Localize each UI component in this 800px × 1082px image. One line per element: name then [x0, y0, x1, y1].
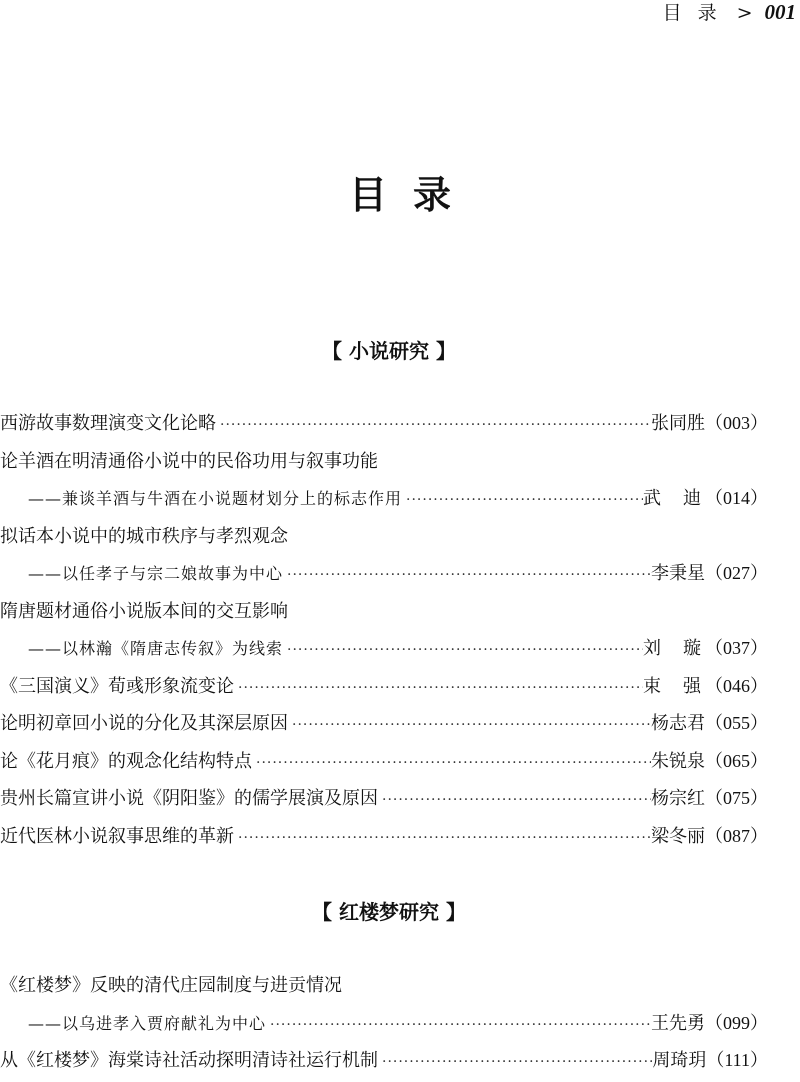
- entry-title: 《三国演义》荀彧形象流变论: [0, 675, 234, 697]
- entry-title: 《红楼梦》反映的清代庄园制度与进贡情况: [0, 975, 342, 996]
- toc-entry[interactable]: [0, 593, 768, 668]
- toc-entry-line: [0, 705, 768, 743]
- entry-subtitle: ——以任孝子与宗二娘故事为中心: [28, 564, 284, 583]
- entry-title: 从《红楼梦》海棠诗社活动探明清诗社运行机制: [0, 1050, 378, 1071]
- entry-author: 梁冬丽: [651, 825, 705, 847]
- entry-author: 杨志君: [651, 713, 705, 734]
- section-heading-honglou-studies: 【 红楼梦研究 】: [312, 900, 466, 924]
- entry-author: 张同胜: [651, 413, 705, 434]
- leader-dots: [283, 632, 643, 670]
- toc-entry-subline: [0, 480, 768, 518]
- entry-page: （087）: [705, 825, 768, 846]
- toc-entry-line: [0, 443, 768, 481]
- toc-entry[interactable]: [0, 443, 768, 518]
- entry-title: 西游故事数理演变文化论略: [0, 413, 216, 434]
- entry-page: （046）: [705, 675, 768, 696]
- entry-page: （075）: [705, 788, 768, 808]
- toc-entry[interactable]: [0, 668, 768, 706]
- toc-entry[interactable]: [0, 743, 768, 781]
- toc-entry-line: [0, 518, 768, 556]
- entry-page: （027）: [705, 563, 768, 583]
- entry-author: 杨宗红: [651, 788, 705, 809]
- entry-page: （014）: [705, 488, 768, 508]
- entry-title: 近代医林小说叙事思维的革新: [0, 825, 234, 847]
- entry-subtitle: ——以林瀚《隋唐志传叙》为线索: [28, 639, 284, 658]
- toc-entry-line: [0, 1042, 768, 1080]
- entry-author: 王先勇: [651, 1012, 705, 1034]
- entry-title: 贵州长篇宣讲小说《阴阳鉴》的儒学展演及原因: [0, 788, 378, 809]
- leader-dots: [288, 707, 651, 745]
- entry-page: （055）: [705, 713, 768, 733]
- entry-page: （003）: [705, 413, 768, 433]
- entry-author: 束强: [643, 675, 723, 697]
- leader-dots: [234, 670, 643, 708]
- entry-page: （065）: [705, 750, 768, 771]
- entry-page: （037）: [705, 638, 768, 658]
- leader-dots: [216, 407, 651, 445]
- toc-entry-line: [0, 668, 768, 706]
- leader-dots: [234, 820, 651, 858]
- leader-dots: [283, 557, 651, 595]
- entry-title: 拟话本小说中的城市秩序与孝烈观念: [0, 525, 288, 547]
- running-head-title: 目录: [662, 2, 733, 24]
- entry-subtitle: ——兼谈羊酒与牛酒在小说题材划分上的标志作用: [28, 489, 403, 508]
- entry-title: 隋唐题材通俗小说版本间的交互影响: [0, 600, 288, 622]
- toc-entry[interactable]: [0, 1042, 768, 1080]
- section-heading-novel-studies: 【 小说研究 】: [322, 339, 456, 363]
- toc-entry[interactable]: [0, 705, 768, 743]
- entry-title: 论明初章回小说的分化及其深层原因: [0, 713, 288, 734]
- entry-title: 论《花月痕》的观念化结构特点: [0, 750, 252, 772]
- entry-title: 论羊酒在明清通俗小说中的民俗功用与叙事功能: [0, 450, 378, 472]
- toc-entry-line: [0, 780, 768, 818]
- running-head-page-number: 001: [764, 0, 796, 24]
- running-head: [663, 0, 796, 28]
- entry-author: 李秉星: [651, 563, 705, 584]
- toc-entry-subline: [0, 555, 768, 593]
- toc-entry[interactable]: [0, 405, 768, 443]
- toc-entry-line: [0, 405, 768, 443]
- toc-entry[interactable]: [0, 967, 768, 1042]
- leader-dots: [252, 745, 651, 783]
- toc-entry[interactable]: [0, 780, 768, 818]
- entry-page: （099）: [705, 1012, 768, 1033]
- entry-author: 武迪: [643, 488, 723, 509]
- toc-entry-subline: [0, 1005, 768, 1043]
- page-title: 目录: [348, 173, 477, 217]
- running-head-separator: >: [736, 2, 753, 24]
- toc-entry[interactable]: [0, 518, 768, 593]
- entry-author: 朱锐泉: [651, 750, 705, 772]
- toc-entry-line: [0, 967, 768, 1005]
- toc-entry-line: [0, 593, 768, 631]
- toc-list-honglou-studies: [0, 967, 768, 1080]
- entry-page: （111）: [706, 1050, 768, 1070]
- toc-entry-line: [0, 818, 768, 856]
- entry-author: 周琦玥: [652, 1050, 707, 1071]
- leader-dots: [402, 482, 643, 520]
- leader-dots: [378, 782, 651, 820]
- leader-dots: [266, 1007, 651, 1045]
- toc-entry[interactable]: [0, 818, 768, 856]
- entry-author: 刘璇: [643, 638, 723, 659]
- toc-entry-line: [0, 743, 768, 781]
- toc-list-novel-studies: [0, 405, 768, 855]
- entry-subtitle: ——以乌进孝入贾府献礼为中心: [28, 1013, 267, 1033]
- leader-dots: [378, 1044, 652, 1082]
- toc-entry-subline: [0, 630, 768, 668]
